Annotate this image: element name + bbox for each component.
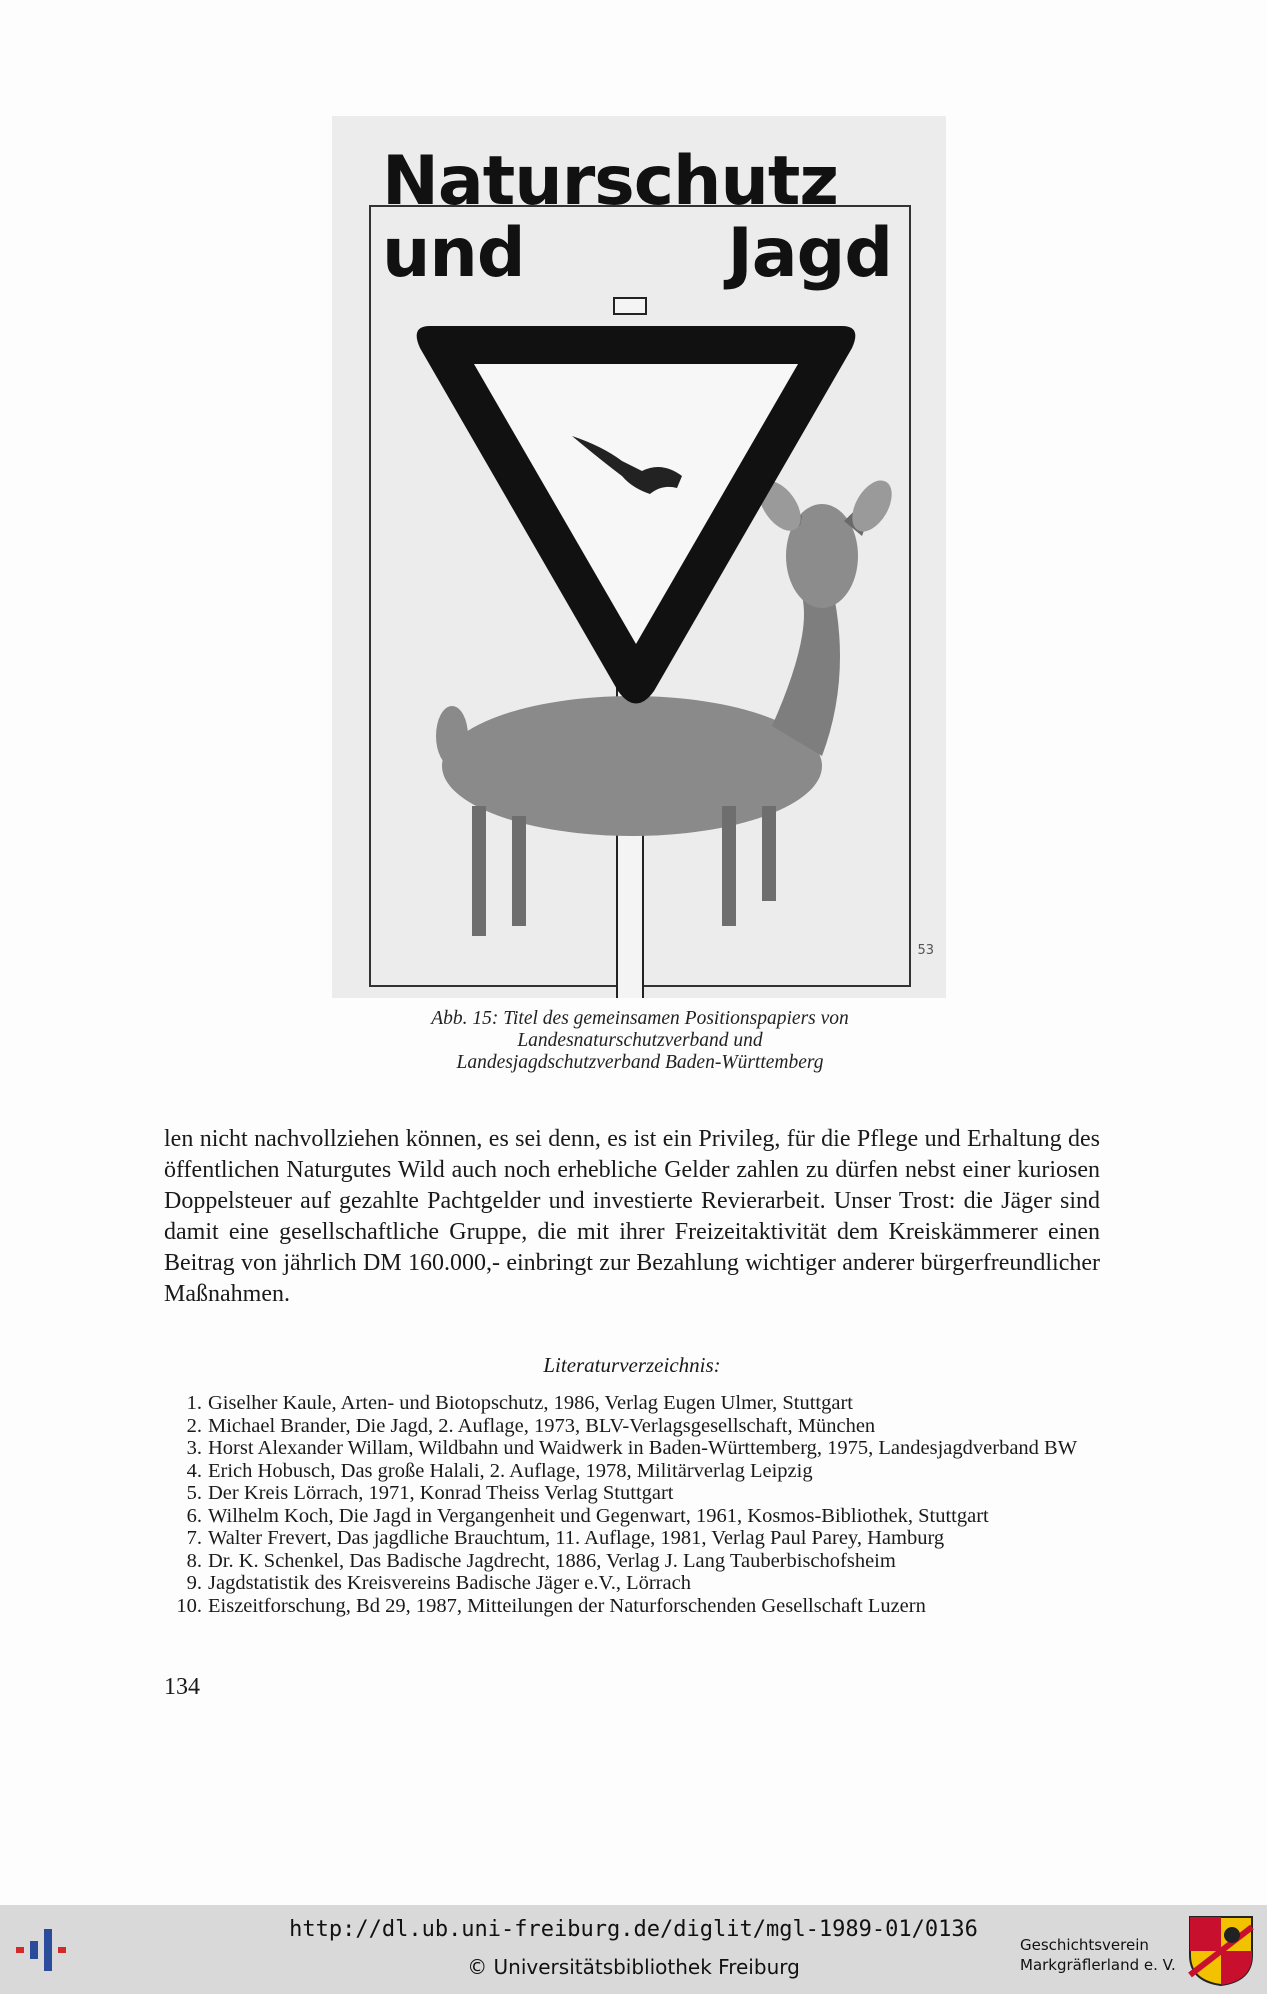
literature-item-text: Horst Alexander Willam, Wildbahn und Waidwerk in Baden-Württemberg, 1975, Landesjagdverband BW bbox=[208, 1437, 1078, 1459]
figure-caption bbox=[340, 1008, 940, 1074]
society-name[interactable] bbox=[1020, 1935, 1176, 1975]
society-name-line1: Geschichtsverein bbox=[1020, 1936, 1149, 1954]
figure-title-word-right: Jagd bbox=[727, 214, 892, 293]
footer-bar bbox=[0, 1905, 1267, 1994]
figure-naturschutz-und-jagd bbox=[332, 116, 946, 998]
literature-item bbox=[164, 1437, 1104, 1460]
literature-item-text: Walter Frevert, Das jagdliche Brauchtum, 11. Auflage, 1981, Verlag Paul Parey, Hamburg bbox=[208, 1527, 945, 1549]
literature-item-text: Eiszeitforschung, Bd 29, 1987, Mitteilungen der Naturforschenden Gesellschaft Luzern bbox=[208, 1594, 926, 1617]
figure-title bbox=[382, 142, 922, 293]
literature-item-number: 3. bbox=[186, 1437, 202, 1459]
literature-item-text: Wilhelm Koch, Die Jagd in Vergangenheit und Gegenwart, 1961, Kosmos-Bibliothek, Stuttgart bbox=[208, 1504, 989, 1527]
literature-item-number: 9. bbox=[186, 1572, 202, 1594]
literature-heading: Literaturverzeichnis: bbox=[543, 1353, 721, 1377]
literature-item-number: 5. bbox=[186, 1482, 202, 1504]
literature-item bbox=[164, 1482, 1104, 1505]
page-number: 134 bbox=[164, 1674, 200, 1700]
literature-item bbox=[164, 1460, 1104, 1483]
literature-item bbox=[164, 1415, 1104, 1438]
literature-item-number: 10. bbox=[176, 1594, 202, 1617]
figure-number-mark: 53 bbox=[917, 943, 934, 958]
literature-item-number: 7. bbox=[186, 1527, 202, 1549]
literature-item bbox=[164, 1392, 1104, 1415]
literature-item-text: Dr. K. Schenkel, Das Badische Jagdrecht, 1886, Verlag J. Lang Tauberbischofsheim bbox=[208, 1549, 896, 1572]
copyright-text: © Universitätsbibliothek Freiburg bbox=[467, 1955, 800, 1979]
body-paragraph: len nicht nachvollziehen können, es sei denn, es ist ein Privileg, für die Pflege und Erhaltung des öffentlichen Naturgutes Wild auch noch erhebliche Gelder zahlen zu dürfen nebst einer kuriosen Doppelsteuer auf gezahlte Pachtgelder und investierte Revierarbeit. Unser Trost: die Jäger sind damit eine gesellschaftliche Gruppe, die mit ihrer Freizeitaktivität dem Kreiskämmerer einen Beitrag von jährlich DM 160.000,- einbringt zur Bezahlung wichtiger anderer bürgerfreundlicher Maßnahmen. bbox=[164, 1126, 1100, 1307]
literature-item-number: 6. bbox=[186, 1504, 202, 1527]
literature-item-text: Michael Brander, Die Jagd, 2. Auflage, 1973, BLV-Verlagsgesellschaft, München bbox=[208, 1414, 876, 1437]
literature-item-text: Jagdstatistik des Kreisvereins Badische Jäger e.V., Lörrach bbox=[208, 1572, 691, 1594]
caption-line: Abb. 15: Titel des gemeinsamen Positionspapiers von bbox=[431, 1008, 849, 1029]
caption-line: Landesnaturschutzverband und bbox=[517, 1030, 763, 1051]
document-url-link[interactable]: http://dl.ub.uni-freiburg.de/diglit/mgl-1989-01/0136 bbox=[289, 1917, 978, 1942]
literature-item bbox=[164, 1572, 1104, 1595]
literature-list bbox=[164, 1392, 1104, 1617]
literature-item-number: 2. bbox=[186, 1414, 202, 1437]
figure-title-word-left: und bbox=[382, 214, 525, 293]
literature-item bbox=[164, 1550, 1104, 1573]
literature-item-text: Erich Hobusch, Das große Halali, 2. Auflage, 1978, Militärverlag Leipzig bbox=[208, 1459, 813, 1482]
literature-item-number: 8. bbox=[186, 1549, 202, 1572]
literature-item-text: Der Kreis Lörrach, 1971, Konrad Theiss Verlag Stuttgart bbox=[208, 1482, 674, 1504]
literature-item-text: Giselher Kaule, Arten- und Biotopschutz, 1986, Verlag Eugen Ulmer, Stuttgart bbox=[208, 1392, 853, 1414]
society-crest-icon bbox=[1188, 1915, 1254, 1987]
literature-item-number: 4. bbox=[186, 1459, 202, 1482]
sign-clip bbox=[614, 298, 646, 314]
literature-item bbox=[164, 1527, 1104, 1550]
literature-item bbox=[164, 1505, 1104, 1528]
literature-item bbox=[164, 1595, 1104, 1618]
figure-title-line1: Naturschutz bbox=[382, 142, 838, 221]
society-name-line2: Markgräflerland e. V. bbox=[1020, 1956, 1176, 1974]
literature-item-number: 1. bbox=[186, 1392, 202, 1414]
caption-line: Landesjagdschutzverband Baden-Württemberg bbox=[456, 1052, 824, 1073]
